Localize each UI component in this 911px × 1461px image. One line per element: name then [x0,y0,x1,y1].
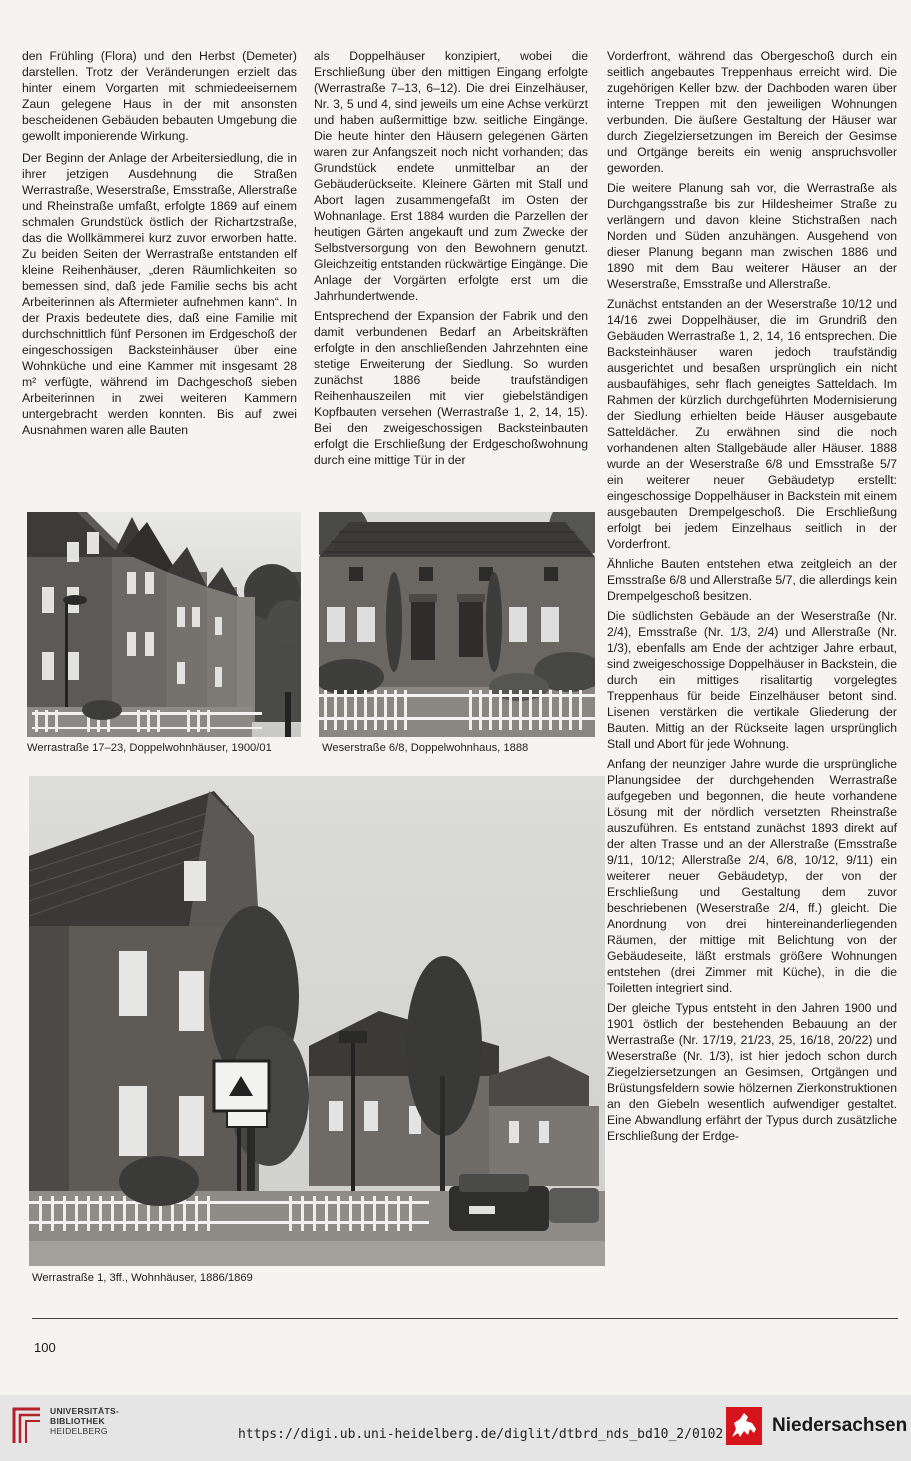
paragraph: Der Beginn der Anlage der Arbeitersiedlung, die in ihrer jetzigen Ausdehnung die Straßen Werrastraße, Weserstraße, Emsstraße, Allerstraße und Rheinstraße umfaßt, erfolgte 1869 auf einem schmalen Grundstück östlich der Richartzstraße, das die Wollkämmerei kurz zuvor erworben hatte. Zu beiden Seiten der Werrastraße entstanden elf kleine Reihenhäuser, „deren Räumlichkeiten so bemessen sind, daß jede Familie sechs bis acht Arbeiterinnen als Aftermieter aufnehmen kann“. In der Praxis bedeutete dies, daß eine Familie mit durchschnittlich fünf Personen im Erdgeschoß der eingeschossigen Backsteinhäuser über eine Wohnküche und eine Kammer mit insgesamt 28 m² verfügte, während im Dachgeschoß sieben Arbeiterinnen in zwei weiteren Kammern untergebracht werden konnten. Bis auf zwei Ausnahmen waren alle Bauten [22,151,297,437]
footer-rule [32,1318,898,1319]
paragraph: Der gleiche Typus entsteht in den Jahren 1900 und 1901 östlich der bestehenden Bebauung an der Werrastraße (Nr. 17/19, 21/23, 25, 16/18, 20/22) und Weserstraße (Nr. 1/3), ist hier jedoch schon durch Ziegelziersetzungen an Gesimsen, Ortgängen und Brüstungsfeldern sowie hölzernen Zierkonstruktionen an den Giebeln wesentlich aufwendiger gestaltet. Eine Abwandlung erfährt der Typus durch zusätzliche Erschließung der Erdge- [607,1001,897,1143]
photo-werrastrasse-17-23 [27,512,301,737]
viewer-footer [0,1395,911,1461]
paragraph: Anfang der neunziger Jahre wurde die ursprüngliche Planungsidee der durchgehenden Werrastraße aufgegeben und begonnen, die heute vorhandene Lösung mit der nördlich versetzten Rheinstraße auszuführen. Es entstand zunächst 1893 direkt auf der alten Trasse und an der Allerstraße (Emsstraße 9/11, 10/12; Allerstraße 2/4, 6/8, 10/12, 9/11) ein weiterer neuer Gebäudetyp, der von der Erschließung und Gestaltung dem zuvor beschriebenen (Weserstraße 2/4, ff.) gleicht. Die Anordnung von drei hintereinanderliegenden Räumen, der mittige mit Belichtung von der Gebäudeseite, läßt erstmals größere Wohnungen entstehen (drei Zimmer mit Küche), in die die Toiletten integriert sind. [607,757,897,995]
library-line-3: HEIDELBERG [50,1426,108,1436]
text-column-3 [607,48,897,1148]
paragraph: Die südlichsten Gebäude an der Weserstraße (Nr. 2/4), Emsstraße (Nr. 1/3, 2/4) und Allerstraße (Nr. 1/3), ebenfalls am Ende der achtziger Jahre erbaut, sind zweigeschossige Doppelhäuser in Backstein, die durch ein mittiges risalitartig vorgelegtes Treppenhaus für beide Einzelhäuser betont sind. Lisenen verstärken die vertikale Gliederung der Bauten. Mittig an der Rückseite lagen ursprünglich Stall und Abort für jede Wohnung. [607,609,897,751]
paragraph: Ähnliche Bauten entstehen etwa zeitgleich an der Emsstraße 6/8 und Allerstraße 5/7, die allerdings kein Drempelgeschoß besitzen. [607,557,897,603]
paragraph: Zunächst entstanden an der Weserstraße 10/12 und 14/16 zwei Doppelhäuser, die im Grundriß den Gebäuden Werrastraße 1, 2, 14, 16 entsprechen. Die Backsteinhäuser waren jedoch traufständig ausgerichtet und besaßen ursprünglich ein nicht ausbaufähiges, sehr flach geneigtes Satteldach. Im Rahmen der kürzlich durchgeführten Modernisierung der Siedlung erhielten beide Häuser ausgebaute Satteldächer. Zu erwähnen sind die noch vorhandenen alten Stallgebäude aller Häuser. 1888 wurde an der Weserstraße 6/8 und Emsstraße 5/7 ein weiterer neuer Gebäudetyp erstellt: eingeschossige Doppelhäuser in Backstein mit einem ausgebauten Drempelgeschoß. Die Erschließung erfolgt bei jedem Einzelhaus seitlich in der Vorderfront. [607,297,897,551]
caption-photo-2: Weserstraße 6/8, Doppelwohnhaus, 1888 [322,742,529,754]
paragraph: als Doppelhäuser konzipiert, wobei die Erschließung über den mittigen Eingang erfolgte (Werrastraße 7–13, 6–12). Die drei Einzelhäuser, Nr. 3, 5 und 4, sind jeweils um eine Achse verkürzt und haben außermittige bzw. seitliche Eingänge. Die heute hinter den Häusern gelegenen Gärten waren zur Anfangszeit noch nicht vorhanden; das Grundstück endete unmittelbar an der Gebäuderückseite. Kleinere Gärten mit Stall und Abort lagen zusammengefaßt im Osten der Wohnanlage. Erst 1884 wurden die Parzellen der heutigen Gärten angekauft und zum Zwecke der Selbstversorgung von den Bewohnern genutzt. Gleichzeitig entstanden rückwärtige Eingänge. Die Anlage der Vorgärten erfolgte erst um die Jahrhundertwende. [314,49,588,303]
niedersachsen-brand: Niedersachsen [772,1415,908,1436]
caption-photo-1: Werrastraße 17–23, Doppelwohnhäuser, 1900/01 [27,742,272,754]
paragraph: den Frühling (Flora) und den Herbst (Demeter) darstellen. Trotz der Veränderungen erzielt das hinter einem Vorgarten mit schmiedeeisernem Zaun gelegene Haus in der mit ansonsten bescheidenen Gebäuden bebauten Umgebung die gewollt imponierende Wirkung. [22,49,297,143]
paragraph: Die weitere Planung sah vor, die Werrastraße als Durchgangsstraße bis zur Hildesheimer Straße zu verlängern und davon kleine Stichstraßen nach Norden und Süden anzuhängen. Ausgehend von dieser Planung begann man zwischen 1886 und 1890 mit dem Bau weiterer Häuser an der Weserstraße, Emsstraße und Allerstraße. [607,181,897,291]
library-line-1: UNIVERSITÄTS- [50,1406,120,1416]
paragraph: Vorderfront, während das Obergeschoß durch ein seitlich angebautes Treppenhaus erreicht wird. Die zugehörigen Keller bzw. der Dachboden waren über interne Treppen mit den jeweiligen Wohnungen verbunden. Die äußere Gestaltung der Häuser war durch Ziegelziersetzungen im Bereich der Gesimse und Ortgänge bereits ein wenig anspruchsvoller geworden. [607,49,897,175]
university-library-name [50,1406,119,1436]
text-column-1 [22,48,297,442]
page-number: 100 [34,1340,56,1355]
library-line-2: BIBLIOTHEK [50,1416,105,1426]
source-url-link[interactable]: https://digi.ub.uni-heidelberg.de/diglit/dtbrd_nds_bd10_2/0102 [238,1427,724,1442]
text-column-2 [314,48,588,472]
niedersachsen-horse-logo-icon [726,1407,762,1445]
university-library-logo-icon [10,1403,44,1447]
caption-photo-3: Werrastraße 1, 3ff., Wohnhäuser, 1886/1869 [32,1272,253,1284]
paragraph: Entsprechend der Expansion der Fabrik und den damit verbundenen Bedarf an Arbeitskräften erfolgte in den anschließenden Jahrzehnten eine stetige Erweiterung der Siedlung. So wurden zunächst 1886 beide traufständigen Reihenhauszeilen mit vier giebelständigen Kopfbauten versehen (Werrastraße 1, 2, 14, 15). Bei den zweigeschossigen Backsteinbauten erfolgt die Erschließung der Erdgeschoßwohnung durch eine mittige Tür in der [314,309,588,467]
photo-weserstrasse-6-8 [319,512,595,737]
photo-werrastrasse-1-3ff [29,776,605,1266]
